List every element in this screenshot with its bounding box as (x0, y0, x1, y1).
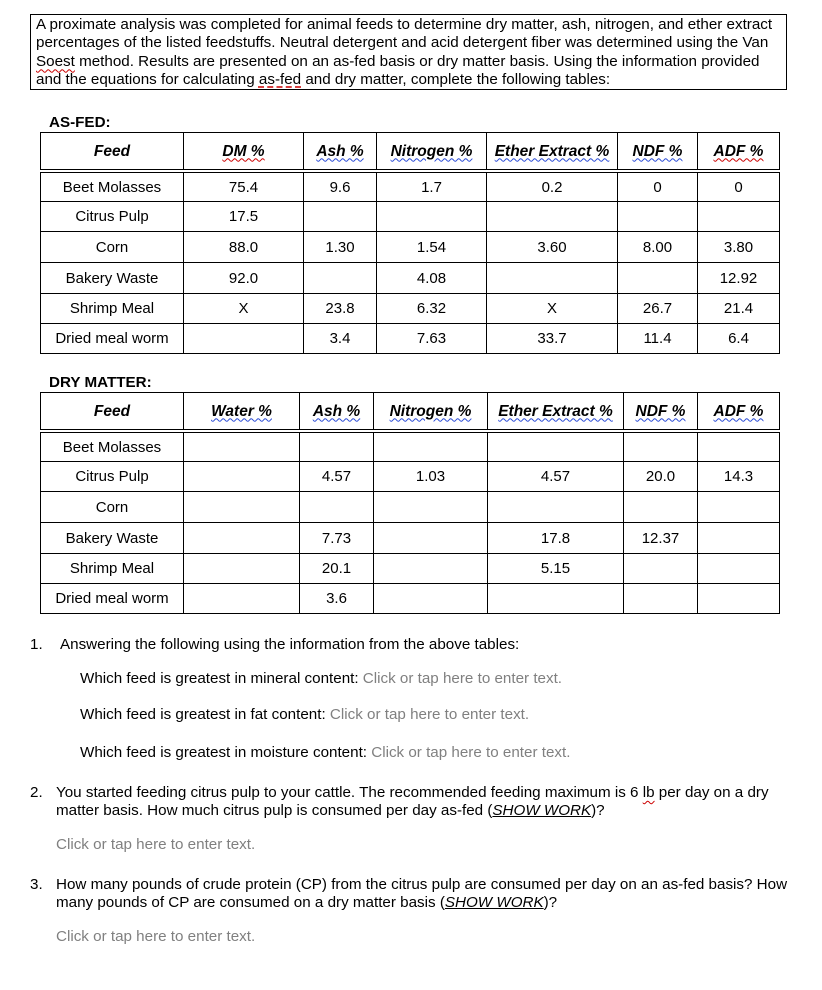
table-cell[interactable] (184, 584, 300, 614)
table-cell[interactable]: X (184, 294, 304, 324)
answer-field-moisture[interactable]: Click or tap here to enter text. (371, 744, 571, 761)
table-cell[interactable]: 6.32 (377, 294, 487, 324)
question-1c-label: Which feed is greatest in moisture content: (80, 744, 372, 761)
table-row (41, 171, 780, 202)
table-cell[interactable] (624, 584, 698, 614)
table-cell[interactable]: 20.0 (624, 462, 698, 492)
spellcheck-word: Soest (36, 52, 75, 70)
table-cell[interactable] (698, 554, 780, 584)
table-cell[interactable] (184, 554, 300, 584)
col-header: Ether Extract % (487, 133, 618, 172)
col-header: Ash % (304, 133, 377, 172)
as-fed-header-row (41, 133, 780, 172)
table-row (41, 263, 780, 294)
table-cell[interactable]: 4.08 (377, 263, 487, 294)
table-cell[interactable] (300, 431, 374, 462)
question-2-number: 2. (30, 784, 43, 801)
question-1a (80, 670, 562, 687)
grammar-flag: as-fed (258, 70, 302, 88)
table-cell[interactable] (624, 431, 698, 462)
question-1a-label: Which feed is greatest in mineral content: (80, 670, 363, 687)
table-cell[interactable] (488, 584, 624, 614)
table-cell[interactable]: 5.15 (488, 554, 624, 584)
question-1b (80, 706, 529, 723)
table-cell[interactable] (698, 492, 780, 523)
feed-name: Bakery Waste (41, 523, 184, 554)
table-row (41, 232, 780, 263)
table-cell[interactable] (488, 492, 624, 523)
show-work-label: SHOW WORK (444, 894, 544, 911)
table-cell[interactable]: 0.2 (487, 171, 618, 202)
table-cell[interactable] (618, 202, 698, 232)
table-cell[interactable]: 21.4 (698, 294, 780, 324)
table-cell[interactable] (624, 492, 698, 523)
table-cell[interactable]: 20.1 (300, 554, 374, 584)
question-1b-label: Which feed is greatest in fat content: (80, 706, 330, 723)
table-cell[interactable]: 3.80 (698, 232, 780, 263)
col-header: NDF % (624, 393, 698, 432)
table-cell[interactable]: 1.30 (304, 232, 377, 263)
col-header: DM % (184, 133, 304, 172)
table-cell[interactable]: X (487, 294, 618, 324)
col-header: Nitrogen % (374, 393, 488, 432)
table-cell[interactable]: 88.0 (184, 232, 304, 263)
table-cell[interactable] (374, 492, 488, 523)
table-cell[interactable]: 23.8 (304, 294, 377, 324)
show-work-label: SHOW WORK (492, 802, 592, 819)
table-cell[interactable]: 6.4 (698, 324, 780, 354)
table-cell[interactable]: 11.4 (618, 324, 698, 354)
table-cell[interactable]: 26.7 (618, 294, 698, 324)
table-cell[interactable]: 17.8 (488, 523, 624, 554)
feed-name: Beet Molasses (41, 171, 184, 202)
table-cell[interactable]: 0 (618, 171, 698, 202)
instructions-line-1: A proximate analysis was completed for animal feeds to determine dry matter, ash, nitrogen, and ether extract (36, 16, 773, 33)
table-cell[interactable]: 12.92 (698, 263, 780, 294)
table-cell[interactable]: 7.63 (377, 324, 487, 354)
table-cell[interactable]: 4.57 (300, 462, 374, 492)
table-cell[interactable]: 9.6 (304, 171, 377, 202)
instructions-line-3: Soest method. Results are presented on an as-fed basis or dry matter basis. Using the information provided (36, 52, 760, 70)
spellcheck-word: lb (642, 784, 655, 801)
col-header: Ash % (300, 393, 374, 432)
table-cell[interactable] (300, 492, 374, 523)
table-row (41, 584, 780, 614)
table-cell[interactable] (304, 202, 377, 232)
table-cell[interactable]: 1.03 (374, 462, 488, 492)
instructions-line-4: and the equations for calculating as-fed and dry matter, complete the following tables: (36, 70, 611, 88)
table-cell[interactable]: 0 (698, 171, 780, 202)
answer-field-fat[interactable]: Click or tap here to enter text. (329, 706, 530, 723)
instructions-box (30, 14, 787, 90)
table-cell[interactable] (184, 462, 300, 492)
table-cell[interactable] (377, 202, 487, 232)
col-header: ADF % (698, 133, 780, 172)
feed-name: Shrimp Meal (41, 554, 184, 584)
table-cell[interactable] (304, 263, 377, 294)
feed-name: Citrus Pulp (41, 462, 184, 492)
table-cell[interactable] (184, 431, 300, 462)
col-header: Feed (41, 133, 184, 172)
question-2-text: You started feeding citrus pulp to your cattle. The recommended feeding maximum is 6 lb per day on a dry matter basis. How much citrus pulp is consumed per day as-fed (SHOW WORK)? (56, 784, 769, 819)
col-header: Ether Extract % (488, 393, 624, 432)
feed-name: Bakery Waste (41, 263, 184, 294)
table-cell[interactable] (618, 263, 698, 294)
col-header: Feed (41, 393, 184, 432)
table-cell[interactable] (184, 324, 304, 354)
question-1c (80, 744, 570, 761)
question-1-number: 1. (30, 636, 43, 653)
col-header: ADF % (698, 393, 780, 432)
table-cell[interactable]: 12.37 (624, 523, 698, 554)
feed-name: Citrus Pulp (41, 202, 184, 232)
table-cell[interactable] (374, 431, 488, 462)
feed-name: Corn (41, 232, 184, 263)
col-header: NDF % (618, 133, 698, 172)
answer-field-q2[interactable]: Click or tap here to enter text. (56, 836, 256, 853)
col-header: Water % (184, 393, 300, 432)
table-cell[interactable] (698, 584, 780, 614)
dry-matter-table (40, 392, 780, 614)
table-cell[interactable] (374, 523, 488, 554)
table-row (41, 492, 780, 523)
table-cell[interactable] (488, 431, 624, 462)
table-cell[interactable] (184, 492, 300, 523)
feed-name: Corn (41, 492, 184, 523)
answer-field-mineral[interactable]: Click or tap here to enter text. (362, 670, 563, 687)
table-cell[interactable] (374, 584, 488, 614)
table-row (41, 554, 780, 584)
table-cell[interactable]: 33.7 (487, 324, 618, 354)
table-cell[interactable] (487, 263, 618, 294)
table-cell[interactable]: 14.3 (698, 462, 780, 492)
dry-matter-header-row (41, 393, 780, 432)
table-cell[interactable]: 1.7 (377, 171, 487, 202)
table-cell[interactable] (698, 431, 780, 462)
table-row (41, 294, 780, 324)
feed-name: Shrimp Meal (41, 294, 184, 324)
table-row (41, 523, 780, 554)
table-cell[interactable]: 4.57 (488, 462, 624, 492)
feed-name: Dried meal worm (41, 584, 184, 614)
table-row (41, 431, 780, 462)
table-cell[interactable]: 3.6 (300, 584, 374, 614)
table-row (41, 462, 780, 492)
table-cell[interactable] (374, 554, 488, 584)
table-cell[interactable]: 1.54 (377, 232, 487, 263)
table-cell[interactable]: 92.0 (184, 263, 304, 294)
table-cell[interactable] (698, 523, 780, 554)
table-cell[interactable] (698, 202, 780, 232)
table-cell[interactable]: 75.4 (184, 171, 304, 202)
table-cell[interactable] (487, 202, 618, 232)
table-cell[interactable]: 17.5 (184, 202, 304, 232)
instructions-line-2: percentages of the listed feedstuffs. Neutral detergent and acid detergent fiber was determined using the Van (36, 34, 769, 52)
answer-field-q3[interactable]: Click or tap here to enter text. (56, 928, 256, 945)
col-header: Nitrogen % (377, 133, 487, 172)
table-cell[interactable]: 3.4 (304, 324, 377, 354)
question-1-text: Answering the following using the information from the above tables: (60, 636, 520, 653)
table-row (41, 202, 780, 232)
dry-matter-title: DRY MATTER: (49, 374, 152, 391)
feed-name: Beet Molasses (41, 431, 184, 462)
table-cell[interactable] (624, 554, 698, 584)
as-fed-table (40, 132, 780, 354)
question-3-text: How many pounds of crude protein (CP) from the citrus pulp are consumed per day on an as-fed basis? How many pounds of CP are consumed on a dry matter basis (SHOW WORK)? (56, 876, 788, 911)
as-fed-title: AS-FED: (49, 114, 111, 131)
table-cell[interactable]: 7.73 (300, 523, 374, 554)
table-row (41, 324, 780, 354)
table-cell[interactable]: 3.60 (487, 232, 618, 263)
table-cell[interactable] (184, 523, 300, 554)
question-3-number: 3. (30, 876, 43, 893)
feed-name: Dried meal worm (41, 324, 184, 354)
table-cell[interactable]: 8.00 (618, 232, 698, 263)
